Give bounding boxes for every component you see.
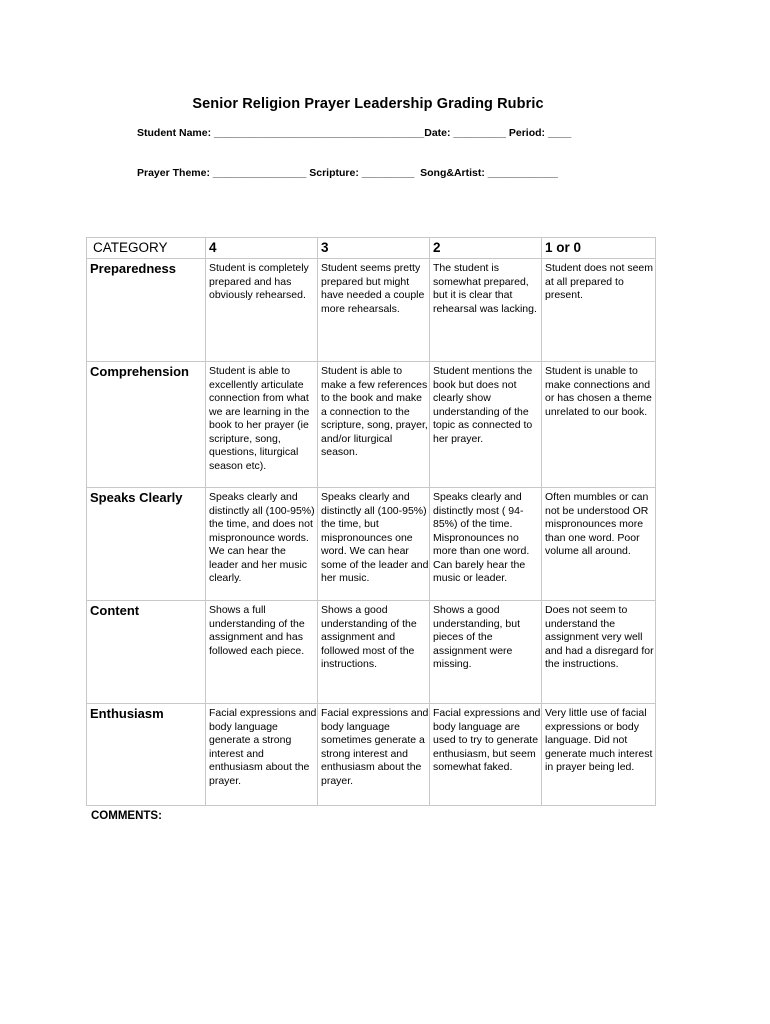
rubric-cell: Shows a good understanding, but pieces of the assignment were missing. <box>433 604 520 670</box>
rubric-cell: Shows a full understanding of the assignment and has followed each piece. <box>209 604 305 657</box>
row-label: Content <box>87 601 206 704</box>
rubric-cell: Facial expressions and body language generate a strong interest and enthusiasm about the prayer. <box>209 707 317 787</box>
rubric-cell: Student is completely prepared and has obviously rehearsed. <box>209 262 309 301</box>
header-row <box>87 238 656 259</box>
row-label: Enthusiasm <box>87 704 206 806</box>
header-category: CATEGORY <box>87 238 206 259</box>
student-name-line: Student Name: ____________________________________Date: _________ Period: ____ <box>137 127 572 139</box>
rubric-table <box>86 237 656 806</box>
header-score-1-or-0: 1 or 0 <box>542 238 656 259</box>
row-label: Speaks Clearly <box>87 488 206 601</box>
rubric-cell: Speaks clearly and distinctly all (100-95%) the time, but mispronounces one word. We can hear some of the leader and her music. <box>321 491 429 584</box>
header-score-3: 3 <box>318 238 430 259</box>
rubric-cell: Facial expressions and body language are used to try to generate enthusiasm, but seem somewhat faked. <box>433 707 541 773</box>
rubric-cell: Speaks clearly and distinctly most ( 94-85%) of the time. Mispronounces no more than one word. Can barely hear the music or leader. <box>433 491 530 584</box>
row-speaks-clearly <box>87 488 656 601</box>
row-content <box>87 601 656 704</box>
rubric-cell: Shows a good understanding of the assignment and followed most of the instructions. <box>321 604 417 670</box>
rubric-cell: Often mumbles or can not be understood OR mispronounces more than one word. Poor volume all around. <box>545 491 649 557</box>
prayer-theme-line: Prayer Theme: ________________ Scripture: _________ Song&Artist: ____________ <box>137 167 558 179</box>
header-score-2: 2 <box>430 238 542 259</box>
row-comprehension <box>87 362 656 488</box>
rubric-cell: Student does not seem at all prepared to present. <box>545 262 653 301</box>
rubric-cell: Very little use of facial expressions or body language. Did not generate much interest in prayer being led. <box>545 707 653 773</box>
row-label: Comprehension <box>87 362 206 488</box>
rubric-cell: Does not seem to understand the assignment very well and had a disregard for the instructions. <box>545 604 654 670</box>
row-label: Preparedness <box>87 259 206 362</box>
rubric-cell: Speaks clearly and distinctly all (100-95%) the time, and does not mispronounce words. We can hear the leader and her music clearly. <box>209 491 315 584</box>
rubric-cell: Student seems pretty prepared but might have needed a couple more rehearsals. <box>321 262 425 315</box>
page-title: Senior Religion Prayer Leadership Grading Rubric <box>192 96 544 112</box>
row-preparedness <box>87 259 656 362</box>
rubric-cell: The student is somewhat prepared, but it is clear that rehearsal was lacking. <box>433 262 537 315</box>
rubric-cell: Student is able to make a few references to the book and make a connection to the scripture, song, prayer, and/or liturgical season. <box>321 365 428 458</box>
header-score-4: 4 <box>206 238 318 259</box>
comments-label: COMMENTS: <box>91 810 162 822</box>
rubric-cell: Student mentions the book but does not clearly show understanding of the topic as connected to her prayer. <box>433 365 533 445</box>
rubric-cell: Student is unable to make connections and or has chosen a theme unrelated to our book. <box>545 365 652 418</box>
rubric-cell: Student is able to excellently articulate connection from what we are learning in the book to her prayer (ie scripture, song, questions, liturgical season etc). <box>209 365 310 472</box>
row-enthusiasm <box>87 704 656 806</box>
rubric-cell: Facial expressions and body language sometimes generate a strong interest and enthusiasm about the prayer. <box>321 707 429 787</box>
